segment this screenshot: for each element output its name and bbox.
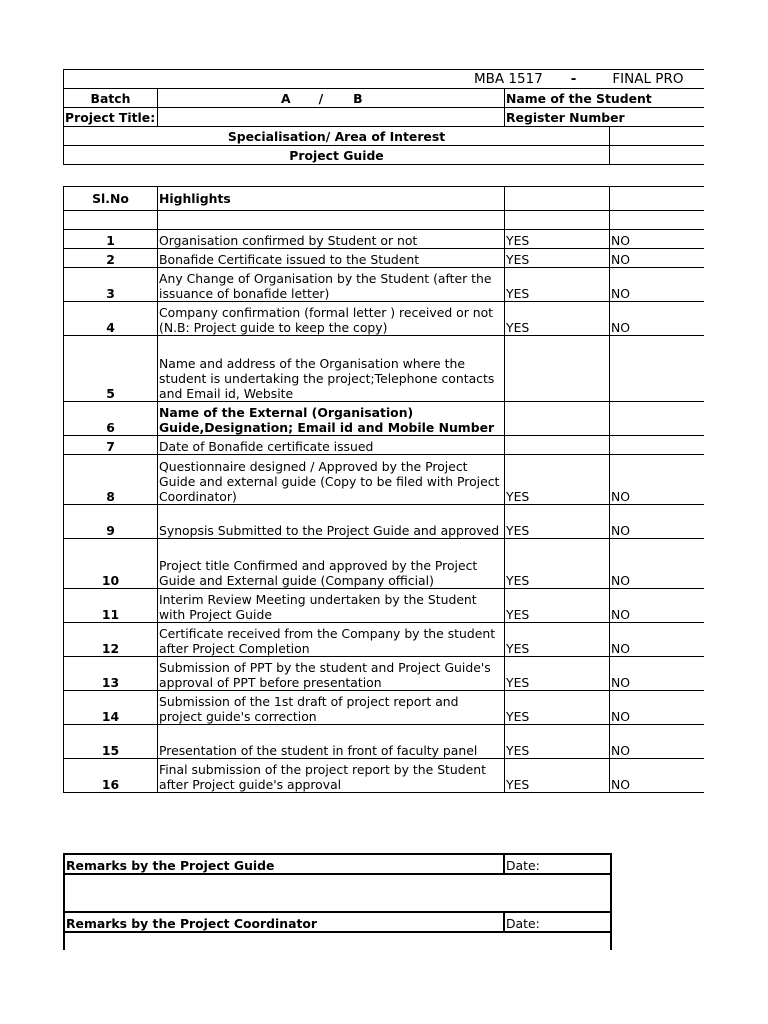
no-option[interactable]: NO [610,691,704,725]
row-highlight: Presentation of the student in front of faculty panel [158,725,505,759]
table-row [64,302,704,336]
no-option[interactable]: NO [610,249,704,268]
guide-field[interactable] [610,146,704,165]
title-row [64,70,704,89]
row-highlight: Project title Confirmed and approved by the Project Guide and External guide (Company official) [158,539,505,589]
guide-row [64,146,704,165]
row-highlight: Organisation confirmed by Student or not [158,230,505,249]
slno-header: Sl.No [64,187,158,211]
student-name-label: Name of the Student [505,89,704,108]
row-highlight: Synopsis Submitted to the Project Guide and approved [158,505,505,539]
guide-remarks-field[interactable] [64,874,611,912]
batch-b: B [353,90,363,106]
guide-remarks-body-row [64,874,611,912]
row-highlight: Submission of PPT by the student and Project Guide's approval of PPT before presentation [158,657,505,691]
table-row [64,336,704,402]
title-separator: - [570,70,577,87]
yes-option[interactable]: YES [505,725,610,759]
yes-option[interactable]: YES [505,691,610,725]
row-highlight: Bonafide Certificate issued to the Student [158,249,505,268]
no-option[interactable] [610,336,704,402]
yes-option[interactable]: YES [505,623,610,657]
coordinator-remarks-header-row [64,912,611,932]
row-number: 14 [64,691,158,725]
row-number: 6 [64,402,158,436]
row-highlight: Date of Bonafide certificate issued [158,436,505,455]
title-fragment: FINAL PRO [612,70,684,87]
row-number: 9 [64,505,158,539]
header-table [63,69,704,165]
row-number: 10 [64,539,158,589]
no-option[interactable]: NO [610,268,704,302]
no-option[interactable]: NO [610,455,704,505]
yes-option[interactable]: YES [505,230,610,249]
document-title [64,70,704,89]
row-highlight: Name and address of the Organisation where the student is undertaking the project;Telephone contacts and Email id, Website [158,336,505,402]
no-header [610,187,704,211]
checklist-table [63,186,704,793]
no-option[interactable]: NO [610,623,704,657]
no-option[interactable]: NO [610,657,704,691]
yes-option[interactable] [505,436,610,455]
no-option[interactable]: NO [610,725,704,759]
yes-header [505,187,610,211]
no-option[interactable]: NO [610,589,704,623]
coordinator-remarks-field[interactable] [64,932,611,950]
yes-option[interactable] [505,402,610,436]
table-row [64,268,704,302]
table-row [64,539,704,589]
yes-option[interactable]: YES [505,302,610,336]
specialisation-label: Specialisation/ Area of Interest [64,127,610,146]
row-number: 8 [64,455,158,505]
yes-option[interactable]: YES [505,249,610,268]
table-row [64,657,704,691]
coordinator-remarks-body-row [64,932,611,950]
highlights-header: Highlights [158,187,505,211]
row-highlight: Submission of the 1st draft of project report and project guide's correction [158,691,505,725]
batch-row [64,89,704,108]
batch-slash: / [318,90,324,106]
row-number: 5 [64,336,158,402]
guide-remarks-label: Remarks by the Project Guide [64,854,504,874]
yes-option[interactable]: YES [505,505,610,539]
row-number: 16 [64,759,158,793]
table-row [64,230,704,249]
row-highlight: Interim Review Meeting undertaken by the Student with Project Guide [158,589,505,623]
table-row [64,759,704,793]
coordinator-remarks-date-label: Date: [504,912,611,932]
course-code: MBA 1517 [474,70,543,87]
batch-value[interactable] [158,89,505,108]
table-row [64,691,704,725]
specialisation-row [64,127,704,146]
table-row [64,589,704,623]
remarks-table [63,853,612,950]
table-row [64,725,704,759]
table-row [64,505,704,539]
no-option[interactable]: NO [610,302,704,336]
yes-option[interactable]: YES [505,657,610,691]
row-number: 2 [64,249,158,268]
guide-label: Project Guide [64,146,610,165]
yes-option[interactable]: YES [505,759,610,793]
table-row [64,455,704,505]
table-row [64,402,704,436]
row-number: 1 [64,230,158,249]
specialisation-field[interactable] [610,127,704,146]
row-highlight: Any Change of Organisation by the Student (after the issuance of bonafide letter) [158,268,505,302]
yes-option[interactable]: YES [505,455,610,505]
yes-option[interactable]: YES [505,268,610,302]
spacer-row [64,211,704,230]
project-title-field[interactable] [158,108,505,127]
register-number-label: Register Number [505,108,704,127]
row-number: 3 [64,268,158,302]
no-option[interactable] [610,436,704,455]
row-highlight: Final submission of the project report by the Student after Project guide's approval [158,759,505,793]
row-highlight: Company confirmation (formal letter ) received or not (N.B: Project guide to keep the copy) [158,302,505,336]
checklist-header-row [64,187,704,211]
guide-remarks-date-label: Date: [504,854,611,874]
no-option[interactable]: NO [610,539,704,589]
row-number: 13 [64,657,158,691]
table-row [64,436,704,455]
no-option[interactable] [610,402,704,436]
no-option[interactable]: NO [610,505,704,539]
row-number: 7 [64,436,158,455]
no-option[interactable]: NO [610,230,704,249]
table-row [64,249,704,268]
row-highlight: Certificate received from the Company by the student after Project Completion [158,623,505,657]
yes-option[interactable]: YES [505,539,610,589]
row-highlight: Questionnaire designed / Approved by the Project Guide and external guide (Copy to be filed with Project Coordinator) [158,455,505,505]
row-number: 12 [64,623,158,657]
row-highlight: Name of the External (Organisation) Guide,Designation; Email id and Mobile Number [158,402,505,436]
batch-a: A [281,90,291,106]
guide-remarks-header-row [64,854,611,874]
batch-label: Batch [64,89,158,108]
row-number: 4 [64,302,158,336]
yes-option[interactable]: YES [505,589,610,623]
row-number: 11 [64,589,158,623]
project-title-label: Project Title: [64,108,158,127]
project-title-row [64,108,704,127]
coordinator-remarks-label: Remarks by the Project Coordinator [64,912,504,932]
yes-option[interactable] [505,336,610,402]
table-row [64,623,704,657]
no-option[interactable]: NO [610,759,704,793]
row-number: 15 [64,725,158,759]
